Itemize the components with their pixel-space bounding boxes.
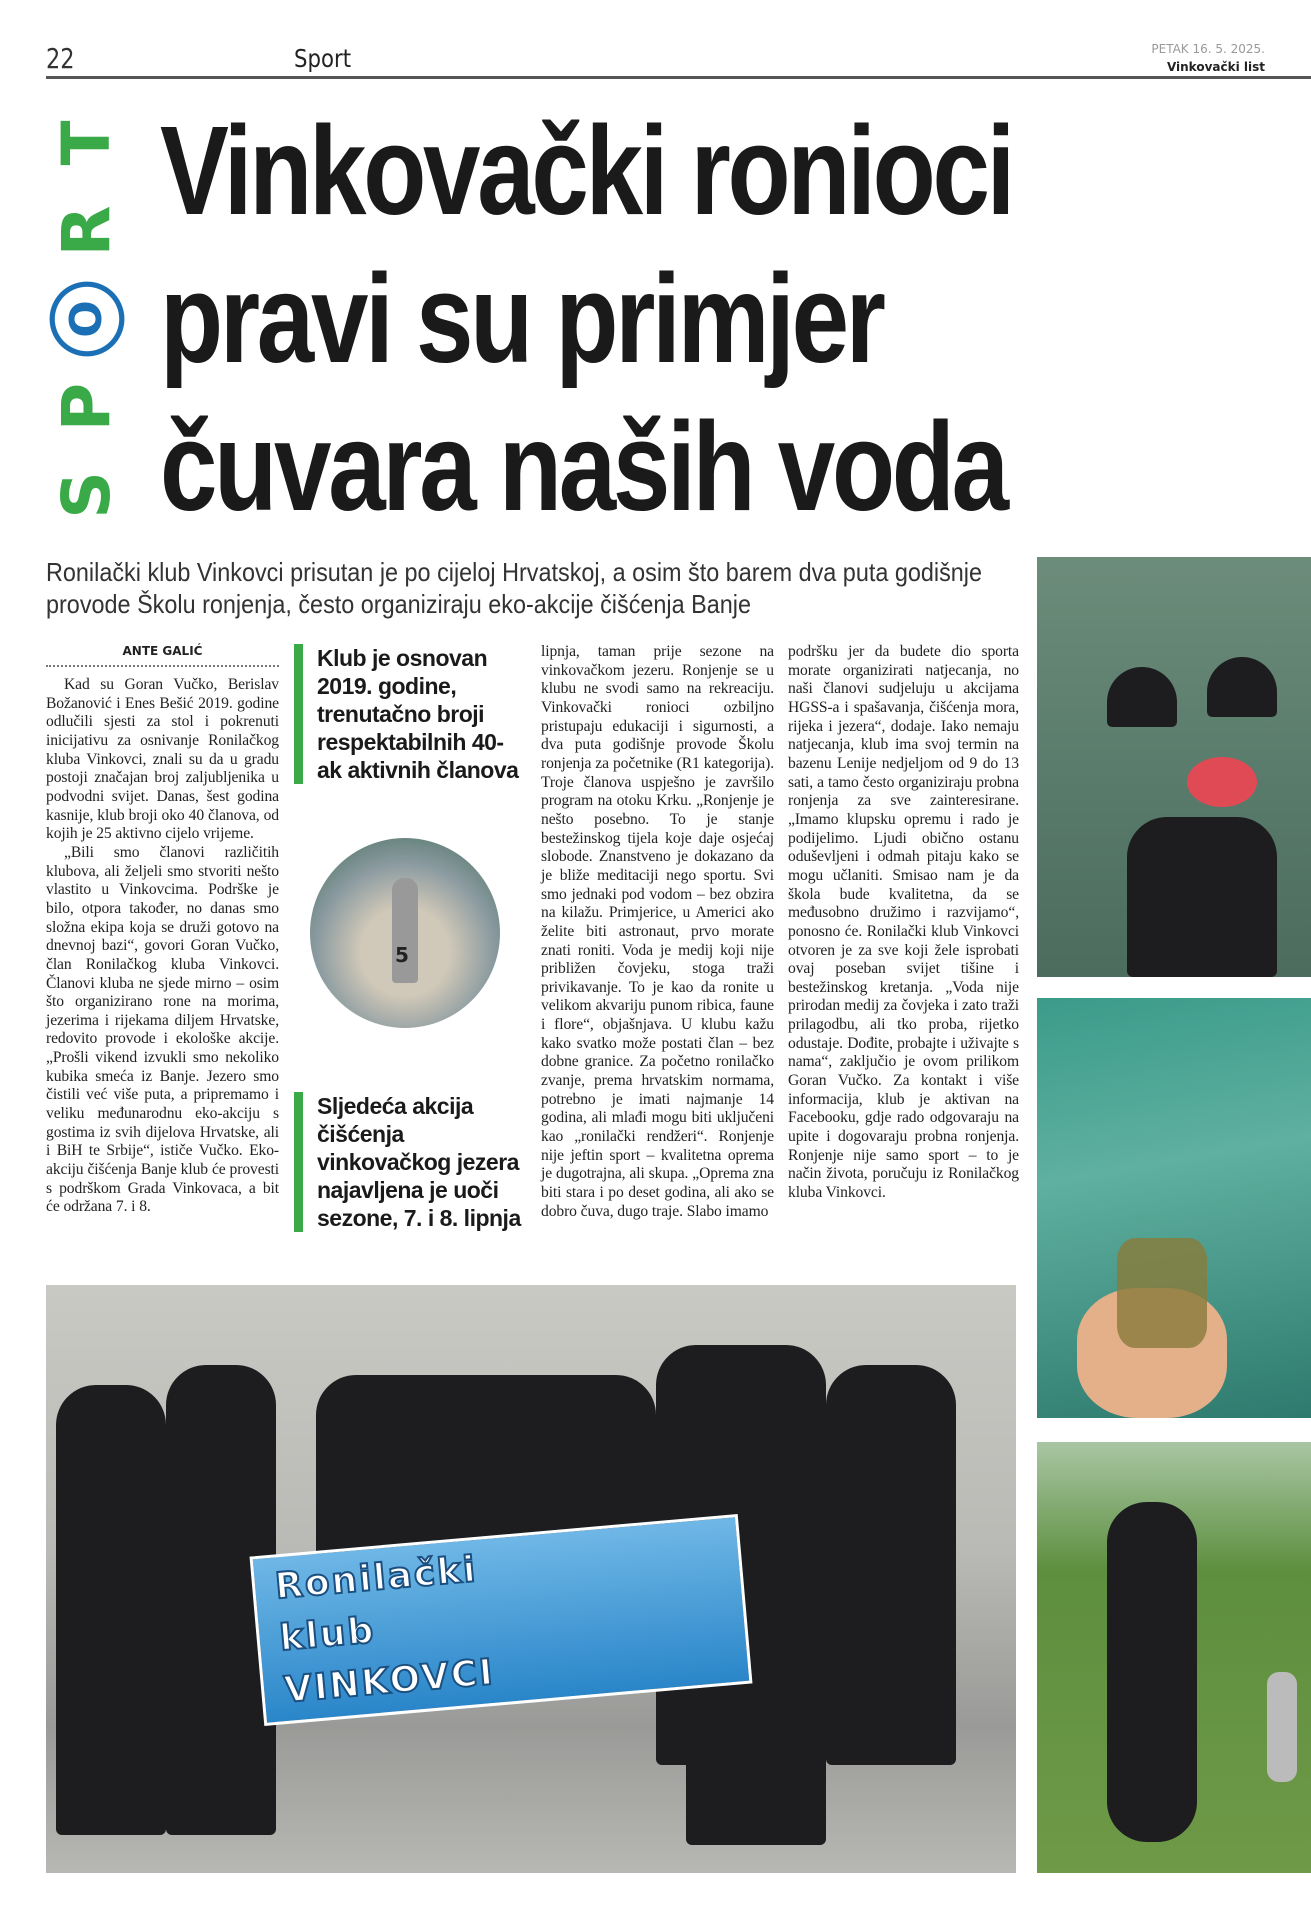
page-number: 22: [46, 42, 75, 75]
club-group-photo: [46, 1285, 1016, 1873]
logo-letter: T: [48, 120, 125, 166]
banner-text: Ronilački: [273, 1548, 479, 1608]
logo-letter: S: [48, 471, 125, 519]
scuba-tank: [392, 878, 418, 983]
diver-on-shore-photo: [1037, 1442, 1311, 1873]
banner-text: klub: [278, 1610, 377, 1660]
pull-quote: Klub je osnovan 2019. godine, trenutačno broji respektabilnih 40-ak aktivnih članova: [294, 644, 526, 784]
byline: ANTE GALIĆ: [46, 643, 279, 667]
logo-letter: R: [48, 205, 125, 257]
section-title: Sport: [294, 44, 352, 73]
article-column-1: [46, 676, 279, 1217]
pull-quote: Sljedeća akcija čišćenja vinkovačkog jezera najavljena je uoči sezone, 7. i 8. lipnja: [294, 1092, 526, 1232]
headline-line: Vinkovački ronioci: [160, 100, 1013, 241]
paragraph: „Bili smo članovi različitih klubova, ali željeli smo stvoriti nešto vlastito u Vinkovcima. Podrške je bilo, otpora također, no danas smo složna ekipa koja se druži gotovo na dnevnoj bazi“, govori Goran Vučko, član Ronilačkog kluba Vinkovci. Članovi kluba ne sjede mirno – osim što organizirano rone na morima, jezerima i rijekama diljem Hrvatske, redovito provode i ekološke akcije. „Prošli vikend izvukli smo nekoliko kubika smeća iz Banje. Jezero smo čistili već više puta, a pripremamo i veliku međunarodnu eko-akciju s gostima iz svih dijelova Hrvatske, ali i BiH te Srbije“, ističe Vučko. Eko-akciju čišćenja Banje klub će provesti s podrškom Grada Vinkovaca, a bit će održana 7. i 8.: [46, 843, 279, 1216]
sport-logo: [46, 98, 128, 538]
divers-in-lake-photo: [1037, 557, 1311, 977]
article-column-3: lipnja, taman prije sezone na vinkovačkom jezeru. Ronjenje se u klubu ne svodi samo na rekreaciju. Vinkovački ronioci ozbiljno pristupaju edukaciji i sigurnosti, a dva puta godišnje provode Školu ronjenja za početnike (R1 kategorija). Troje članova uspješno je završilo program na otoku Krku. „Ronjenje je nešto posebno. To je stanje bestežinskog tijela koje daje osjećaj slobode. Znanstveno je dokazano da je bliže meditaciji nego sportu. Svi smo jednaki pod vodom – bez obzira na kilažu. Primjerice, u Americi ako želite biti astronaut, prvo morate znati roniti. Voda je medij koji nije približen čovjeku, stoga traži privikavanje. To je kao da ronite u velikom akvariju punom ribica, faune i flore“, objašnjava. U klubu kažu kako svatko može postati član – bez dobne granice. Za početno ronilačko zvanje, prema hrvatskim normama, potrebno je imati najmanje 14 godina, ali mlađi mogu biti uključeni kao „ronilački rendžeri“. Ronjenje nije jeftin sport – kvalitetna oprema je dugotrajna, ali skupa. „Oprema zna biti stara i po deset godina, ali ako se dobro čuva, dugo traje. Slabo imamo: [541, 643, 774, 1220]
diving-gear-photo: [310, 838, 500, 1028]
logo-letter: P: [48, 382, 125, 432]
newspaper-name: Vinkovački list: [1166, 60, 1265, 74]
tank-number: 5: [395, 943, 409, 967]
headline-line: pravi su primjer: [160, 248, 883, 389]
header-rule: [46, 76, 1311, 79]
banner-text: VINKOVCI: [282, 1651, 497, 1712]
football-icon: O: [46, 278, 128, 360]
issue-date: PETAK 16. 5. 2025.: [1151, 42, 1265, 56]
subheadline: Ronilački klub Vinkovci prisutan je po cijeloj Hrvatskoj, a osim što barem dva puta godišnje provode Školu ronjenja, često organiziraju eko-akcije čišćenja Banje: [46, 557, 983, 619]
paragraph: Kad su Goran Vučko, Berislav Božanović i Enes Bešić 2019. godine odlučili sjesti za stol i pokrenuti inicijativu za osnivanje Ronilačkog kluba Vinkovci, znali su da u gradu postoji značajan broj zaljubljenika u podvodni svijet. Danas, šest godina kasnije, klub broji oko 40 članova, od kojih je 25 aktivno cijelo vrijeme.: [46, 676, 279, 843]
article-column-4: podršku jer da budete dio sporta morate organizirati natjecanja, no naši članovi sudjeluju u akcijama HGSS-a i spašavanja, čišćenja mora, rijeka i jezera“, dodaje. Iako nemaju natjecanja, klub ima svoj termin na bazenu Lenije nedjeljom od 9 do 13 sati, a tamo često organiziraju probna ronjenja za sve zainteresirane. „Imamo klupsku opremu i rado je podijelimo. Ljudi obično ostanu oduševljeni i odmah pitaju kako se mogu učlaniti. Smisao nam je da škola bude kvalitetna, da se međusobno družimo i razvijamo“, ponosno će. Ronilački klub Vinkovci otvoren je za sve koji žele isprobati ovaj poseban svijet tišine i bestežinskog kretanja. „Voda nije prirodan medij za čovjeka i zato traži prilagodbu, ali tko proba, rijetko odustaje. Dođite, probajte i uživajte s nama“, zaključio je ovom prilikom Goran Vučko. Za kontakt i više informacija, klub je aktivan na Facebooku, gdje rado odgovaraju na upite i dogovaraju probna ronjenja. Ronjenje nije samo sport – to je način života, poručuju iz Ronilačkog kluba Vinkovci.: [788, 643, 1019, 1202]
headline-line: čuvara naših voda: [160, 396, 1006, 537]
underwater-cleanup-photo: [1037, 998, 1311, 1418]
